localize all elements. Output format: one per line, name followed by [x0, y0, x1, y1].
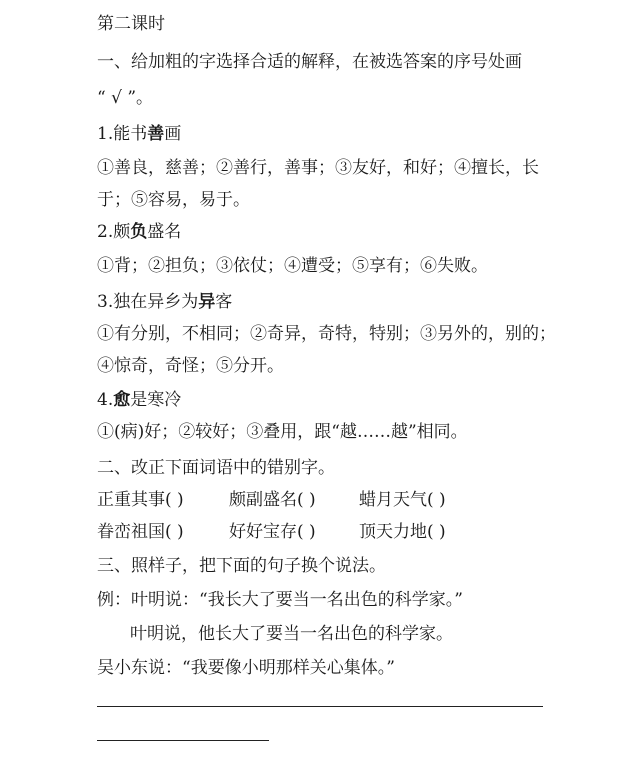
answer-line[interactable] — [97, 740, 269, 741]
section3-instruction: 三、照样子，把下面的句子换个说法。 — [97, 556, 386, 576]
question-3-options-line2: ④惊奇，奇怪；⑤分开。 — [97, 356, 284, 376]
lesson-title: 第二课时 — [97, 14, 165, 34]
correction-item[interactable]: 好好宝存( ) — [229, 522, 316, 542]
phrase-text: 盛名 — [147, 222, 182, 242]
correction-item[interactable]: 蜡月天气( ) — [359, 490, 446, 510]
phrase-text: 独在异乡为 — [113, 292, 199, 312]
phrase-text: 客 — [215, 292, 233, 312]
question-1-phrase — [97, 122, 181, 146]
correction-item[interactable]: 颇副盛名( ) — [229, 490, 316, 510]
correction-item[interactable]: 眷峦祖国( ) — [97, 522, 184, 542]
correction-item[interactable]: 顶天力地( ) — [359, 522, 446, 542]
correction-item[interactable]: 正重其事( ) — [97, 490, 184, 510]
question-3-options-line1: ①有分别，不相同；②奇异，奇特，特别；③另外的，别的； — [97, 324, 556, 344]
example-line-2: 叶明说，他长大了要当一名出色的科学家。 — [130, 624, 453, 644]
question-3-phrase — [97, 290, 232, 314]
question-number: 1. — [97, 124, 114, 144]
bold-character: 善 — [147, 124, 165, 144]
answer-line[interactable] — [97, 706, 543, 707]
question-1-options-line1: ①善良，慈善；②善行，善事；③友好，和好；④擅长，长 — [97, 158, 539, 178]
exercise-sentence: 吴小东说：“我要像小明那样关心集体。” — [97, 658, 395, 678]
example-line-1: 例：叶明说：“我长大了要当一名出色的科学家。” — [97, 590, 463, 610]
correction-row-1 — [97, 488, 547, 512]
question-2-options-line1: ①背；②担负；③依仗；④遭受；⑤享有；⑥失败。 — [97, 256, 488, 276]
section1-instruction-line1: 一、给加粗的字选择合适的解释，在被选答案的序号处画 — [97, 52, 522, 72]
question-2-phrase — [97, 220, 181, 244]
question-number: 4. — [97, 390, 114, 410]
question-number: 2. — [97, 222, 114, 242]
phrase-text: 是寒冷 — [130, 390, 182, 410]
phrase-text: 画 — [164, 124, 182, 144]
phrase-text: 颇 — [113, 222, 131, 242]
bold-character: 愈 — [113, 390, 131, 410]
question-1-options-line2: 于；⑤容易，易于。 — [97, 190, 250, 210]
bold-character: 负 — [130, 222, 148, 242]
section2-instruction: 二、改正下面词语中的错别字。 — [97, 458, 335, 478]
question-number: 3. — [97, 292, 114, 312]
phrase-text: 能书 — [113, 124, 148, 144]
section1-instruction-line2: “ √ ”。 — [97, 88, 154, 108]
correction-row-2 — [97, 520, 547, 544]
bold-character: 异 — [198, 292, 216, 312]
question-4-phrase — [97, 388, 181, 412]
question-4-options-line1: ①(病)好；②较好；③叠用，跟“越……越”相同。 — [97, 422, 468, 442]
